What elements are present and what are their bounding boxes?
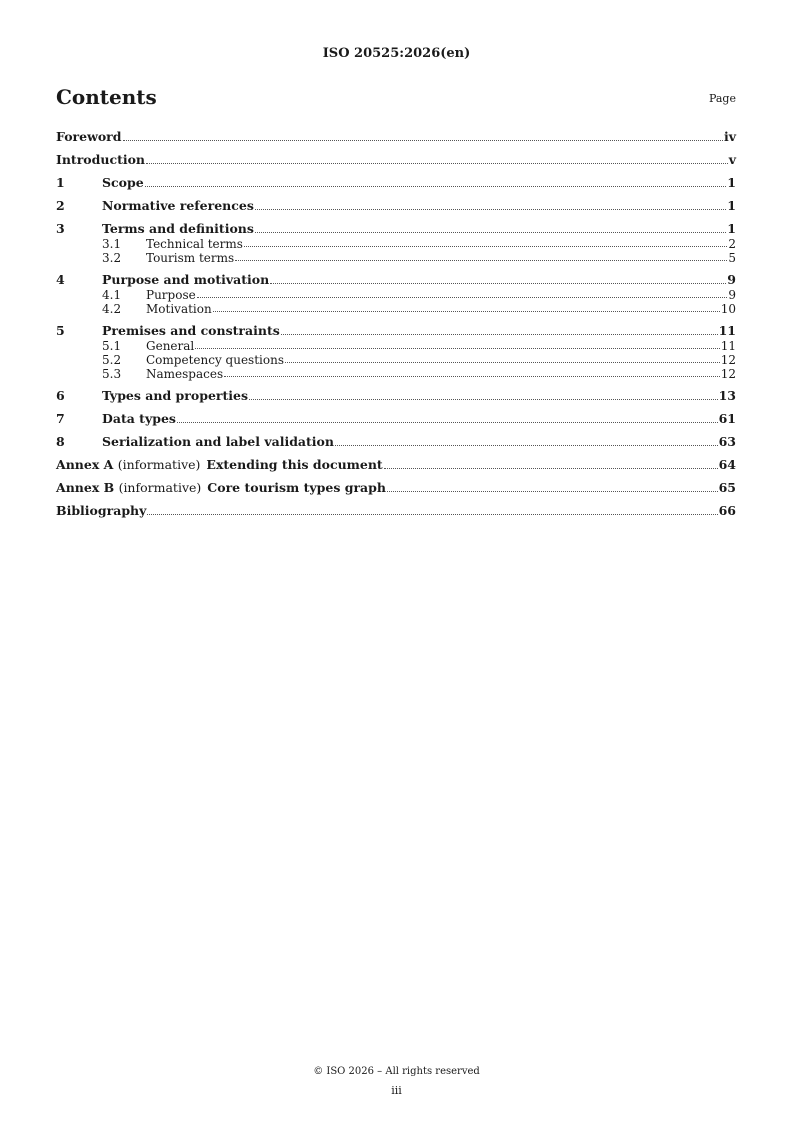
toc-entry-number: 3 bbox=[56, 221, 65, 236]
table-of-contents bbox=[56, 128, 736, 519]
dot-leader bbox=[224, 376, 720, 377]
document-header: ISO 20525:2026(en) bbox=[322, 46, 471, 61]
dot-leader bbox=[255, 232, 726, 233]
toc-entry-page: 1 bbox=[727, 221, 736, 236]
toc-entry-page: 1 bbox=[727, 175, 736, 190]
copyright-notice: © ISO 2026 – All rights reserved bbox=[313, 1066, 480, 1077]
toc-entry-number: 4.1 bbox=[102, 288, 122, 302]
toc-entry-title: Technical terms bbox=[146, 237, 243, 251]
toc-entry-number: 5 bbox=[56, 323, 65, 338]
toc-entry-title: Tourism terms bbox=[146, 251, 235, 265]
dot-leader bbox=[213, 311, 720, 312]
toc-subentry-general[interactable] bbox=[56, 339, 736, 353]
toc-entry-number: 7 bbox=[56, 411, 65, 426]
toc-entry-page: 12 bbox=[720, 353, 736, 367]
dot-leader bbox=[281, 334, 718, 335]
annex-type: (informative) bbox=[117, 457, 201, 472]
toc-entry-foreword[interactable] bbox=[56, 128, 736, 145]
toc-entry-title: Serialization and label validation bbox=[102, 434, 334, 449]
toc-entry-premises-constraints[interactable] bbox=[56, 322, 736, 339]
toc-subentry-technical-terms[interactable] bbox=[56, 237, 736, 251]
toc-entry-title: Namespaces bbox=[146, 367, 224, 381]
toc-annex-heading bbox=[56, 479, 386, 496]
toc-entry-annex-b[interactable] bbox=[56, 479, 736, 496]
annex-type: (informative) bbox=[118, 480, 202, 495]
toc-entry-page: 11 bbox=[718, 323, 736, 338]
toc-entry-scope[interactable] bbox=[56, 174, 736, 191]
toc-entry-number: 4.2 bbox=[102, 302, 122, 316]
toc-entry-number: 5.1 bbox=[102, 339, 122, 353]
toc-entry-title: Purpose bbox=[146, 288, 196, 302]
dot-leader bbox=[285, 362, 720, 363]
toc-entry-number: 5.3 bbox=[102, 367, 122, 381]
dot-leader bbox=[384, 468, 718, 469]
toc-entry-page: 65 bbox=[718, 480, 736, 495]
toc-entry-number: 3.1 bbox=[102, 237, 122, 251]
dot-leader bbox=[177, 422, 718, 423]
toc-entry-title: Scope bbox=[102, 175, 144, 190]
annex-title: Core tourism types graph bbox=[207, 480, 386, 495]
toc-entry-page: 9 bbox=[727, 272, 736, 287]
toc-subentry-competency-questions[interactable] bbox=[56, 353, 736, 367]
toc-entry-page: 2 bbox=[728, 237, 736, 251]
annex-label: Annex A bbox=[56, 457, 114, 472]
toc-entry-page: 61 bbox=[718, 411, 736, 426]
toc-entry-page: 63 bbox=[718, 434, 736, 449]
toc-entry-title: Foreword bbox=[56, 129, 122, 144]
toc-entry-page: 64 bbox=[718, 457, 736, 472]
annex-title: Extending this document bbox=[206, 457, 383, 472]
toc-entry-page: 1 bbox=[727, 198, 736, 213]
toc-subentry-purpose[interactable] bbox=[56, 288, 736, 302]
toc-entry-number: 1 bbox=[56, 175, 65, 190]
dot-leader bbox=[145, 186, 727, 187]
toc-entry-introduction[interactable] bbox=[56, 151, 736, 168]
toc-entry-number: 2 bbox=[56, 198, 65, 213]
dot-leader bbox=[387, 491, 718, 492]
toc-entry-page: 12 bbox=[720, 367, 736, 381]
toc-entry-bibliography[interactable] bbox=[56, 502, 736, 519]
toc-entry-types-properties[interactable] bbox=[56, 387, 736, 404]
toc-entry-title: Bibliography bbox=[56, 503, 147, 518]
toc-entry-page: 11 bbox=[720, 339, 736, 353]
toc-entry-number: 6 bbox=[56, 388, 65, 403]
dot-leader bbox=[235, 260, 727, 261]
annex-label: Annex B bbox=[56, 480, 115, 495]
toc-entry-purpose-motivation[interactable] bbox=[56, 271, 736, 288]
toc-entry-page: 66 bbox=[718, 503, 736, 518]
toc-entry-data-types[interactable] bbox=[56, 410, 736, 427]
dot-leader bbox=[249, 399, 718, 400]
page-column-label: Page bbox=[708, 92, 736, 105]
toc-subentry-motivation[interactable] bbox=[56, 302, 736, 316]
toc-entry-annex-a[interactable] bbox=[56, 456, 736, 473]
toc-entry-page: 5 bbox=[728, 251, 736, 265]
page-number: iii bbox=[391, 1084, 402, 1097]
toc-entry-terms-definitions[interactable] bbox=[56, 220, 736, 237]
toc-entry-title: Motivation bbox=[146, 302, 212, 316]
toc-entry-number: 5.2 bbox=[102, 353, 122, 367]
dot-leader bbox=[123, 140, 723, 141]
toc-entry-page: 13 bbox=[718, 388, 736, 403]
dot-leader bbox=[197, 297, 728, 298]
toc-subentry-tourism-terms[interactable] bbox=[56, 251, 736, 265]
toc-entry-serialization[interactable] bbox=[56, 433, 736, 450]
dot-leader bbox=[255, 209, 726, 210]
toc-entry-page: v bbox=[728, 152, 736, 167]
dot-leader bbox=[195, 348, 719, 349]
toc-entry-title: Normative references bbox=[102, 198, 254, 213]
toc-entry-page: iv bbox=[723, 129, 736, 144]
toc-entry-title: Premises and constraints bbox=[102, 323, 280, 338]
dot-leader bbox=[244, 246, 727, 247]
toc-entry-title: General bbox=[146, 339, 195, 353]
toc-entry-title: Data types bbox=[102, 411, 176, 426]
page-title: Contents bbox=[56, 85, 157, 109]
toc-entry-page: 9 bbox=[728, 288, 736, 302]
toc-entry-title: Terms and definitions bbox=[102, 221, 254, 236]
toc-subentry-namespaces[interactable] bbox=[56, 367, 736, 381]
toc-annex-heading bbox=[56, 456, 383, 473]
toc-entry-normative-references[interactable] bbox=[56, 197, 736, 214]
dot-leader bbox=[146, 163, 728, 164]
toc-entry-title: Types and properties bbox=[102, 388, 249, 403]
dot-leader bbox=[147, 514, 717, 515]
toc-entry-number: 3.2 bbox=[102, 251, 122, 265]
dot-leader bbox=[270, 283, 726, 284]
toc-entry-title: Competency questions bbox=[146, 353, 284, 367]
toc-entry-number: 8 bbox=[56, 434, 65, 449]
dot-leader bbox=[335, 445, 718, 446]
toc-entry-title: Introduction bbox=[56, 152, 146, 167]
toc-entry-title: Purpose and motivation bbox=[102, 272, 270, 287]
toc-entry-page: 10 bbox=[720, 302, 736, 316]
toc-entry-number: 4 bbox=[56, 272, 65, 287]
